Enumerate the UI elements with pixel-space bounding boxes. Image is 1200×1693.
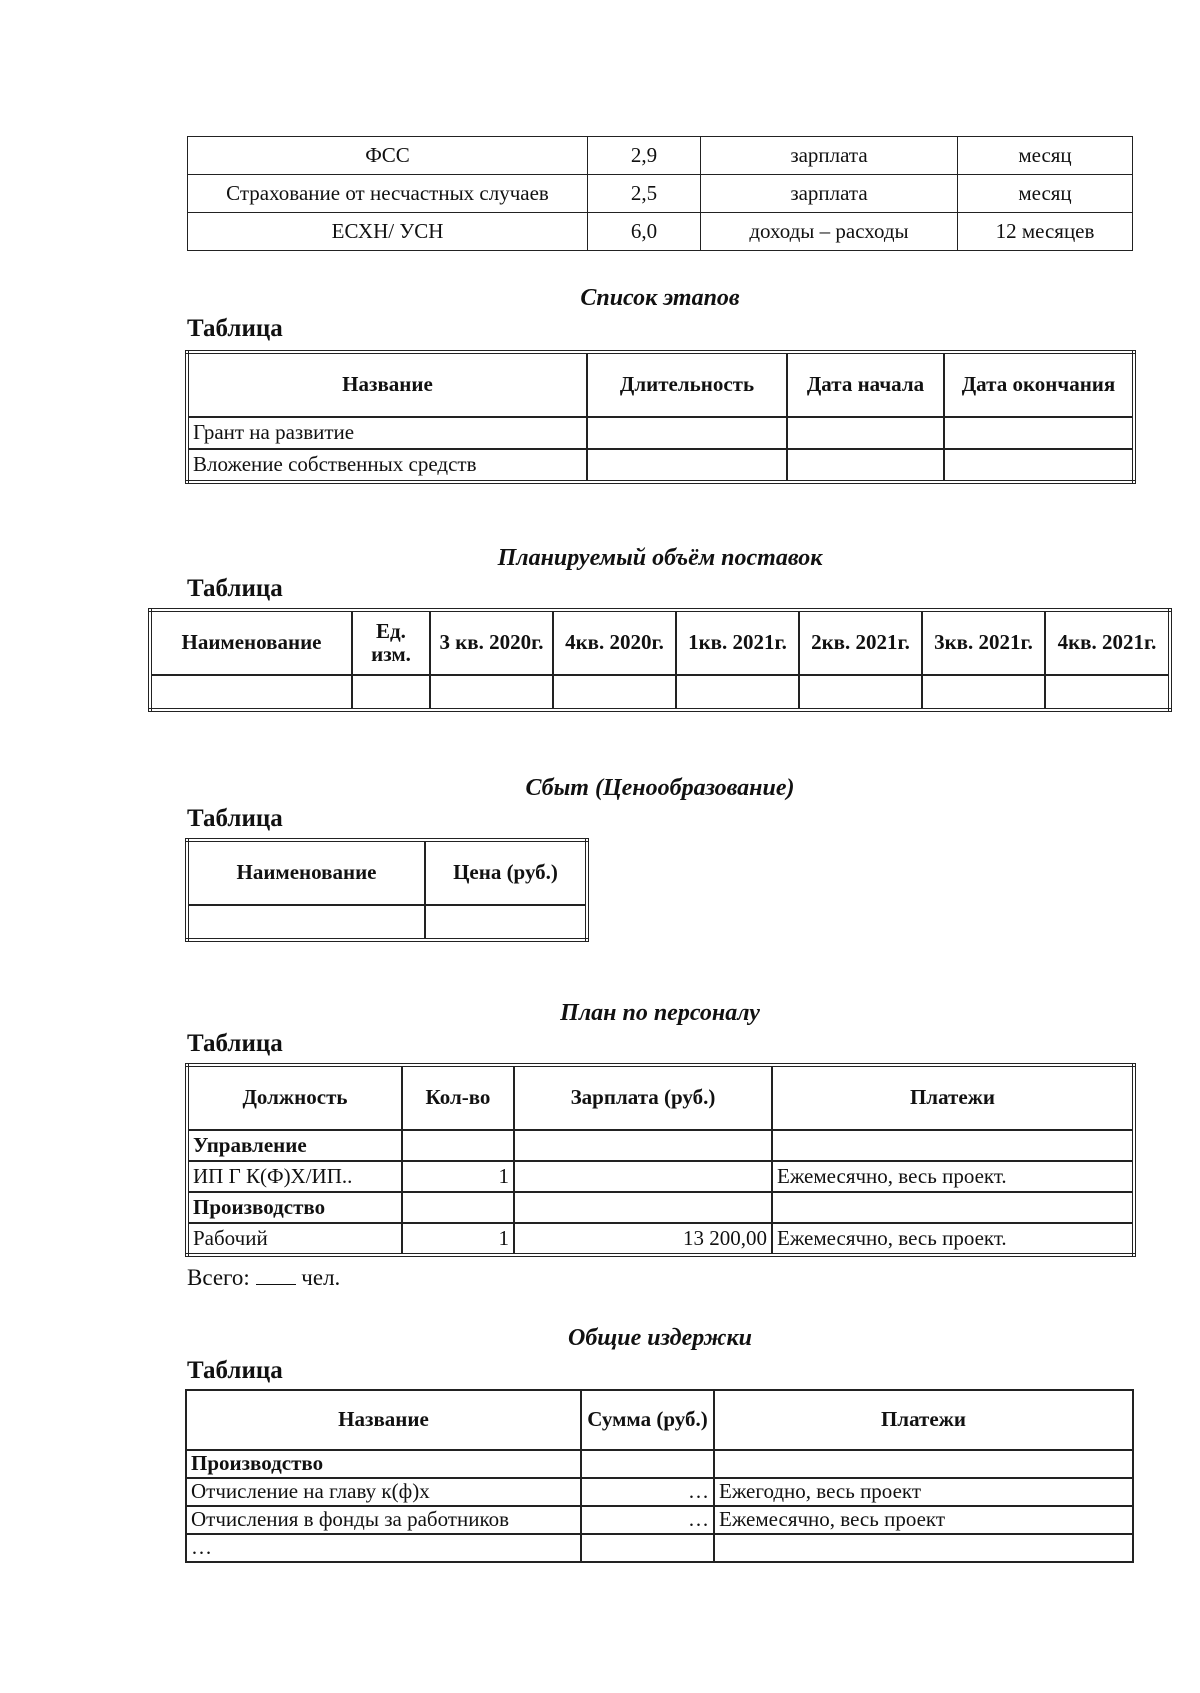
header-item: Наименование — [150, 610, 352, 675]
tax-base: зарплата — [701, 137, 958, 175]
tax-period: месяц — [958, 137, 1133, 175]
header-q4-2020: 4кв. 2020г. — [553, 610, 676, 675]
staff-count: 1 — [402, 1161, 514, 1192]
staff-table — [185, 1063, 1136, 1257]
header-q2-2021: 2кв. 2021г. — [799, 610, 922, 675]
staff-position: Производство — [187, 1192, 402, 1223]
table-header-row — [150, 610, 1170, 675]
table-header-row — [187, 1065, 1134, 1130]
tax-name: ЕСХН/ УСН — [188, 213, 588, 251]
table-row — [150, 675, 1170, 710]
cost-name: Отчисление на главу к(ф)х — [186, 1478, 581, 1506]
stages-table-label: Таблица — [187, 315, 283, 342]
cost-name: … — [186, 1534, 581, 1562]
cost-sum: … — [581, 1478, 714, 1506]
header-q4-2021: 4кв. 2021г. — [1045, 610, 1170, 675]
stage-name: Вложение собственных средств — [187, 449, 587, 482]
cost-payments — [714, 1534, 1133, 1562]
header-price: Цена (руб.) — [425, 840, 587, 905]
stage-duration — [587, 449, 787, 482]
header-name: Название — [187, 352, 587, 417]
sales-title: Сбыт (Ценообразование) — [525, 775, 795, 801]
supply-table-label: Таблица — [187, 575, 283, 602]
table-row — [188, 137, 1133, 175]
cell — [922, 675, 1045, 710]
header-start-date: Дата начала — [787, 352, 944, 417]
header-name: Название — [186, 1390, 581, 1450]
staff-salary: 13 200,00 — [514, 1223, 772, 1255]
costs-table-label: Таблица — [187, 1357, 283, 1384]
staff-payments: Ежемесячно, весь проект. — [772, 1223, 1134, 1255]
staff-total-blank — [256, 1266, 296, 1285]
stage-name: Грант на развитие — [187, 417, 587, 449]
sales-table — [185, 838, 589, 942]
cost-payments — [714, 1450, 1133, 1478]
table-row — [188, 213, 1133, 251]
cell — [1045, 675, 1170, 710]
header-end-date: Дата окончания — [944, 352, 1134, 417]
table-row — [187, 417, 1134, 449]
stage-start — [787, 449, 944, 482]
tax-name: ФСС — [188, 137, 588, 175]
tax-rate: 2,5 — [588, 175, 701, 213]
cost-payments: Ежемесячно, весь проект — [714, 1506, 1133, 1534]
staff-payments — [772, 1130, 1134, 1161]
table-row — [187, 449, 1134, 482]
staff-count — [402, 1130, 514, 1161]
cost-sum — [581, 1450, 714, 1478]
table-row — [187, 1130, 1134, 1161]
cell — [187, 905, 425, 940]
table-row — [186, 1450, 1133, 1478]
cell — [676, 675, 799, 710]
table-row — [187, 1161, 1134, 1192]
supply-title: Планируемый объём поставок — [497, 545, 823, 571]
cell — [430, 675, 553, 710]
header-sum: Сумма (руб.) — [581, 1390, 714, 1450]
staff-position: Рабочий — [187, 1223, 402, 1255]
taxes-table — [187, 136, 1133, 251]
tax-base: доходы – расходы — [701, 213, 958, 251]
tax-base: зарплата — [701, 175, 958, 213]
stages-table — [185, 350, 1136, 484]
costs-title: Общие издержки — [567, 1325, 753, 1351]
staff-table-label: Таблица — [187, 1030, 283, 1057]
staff-salary — [514, 1130, 772, 1161]
header-count: Кол-во — [402, 1065, 514, 1130]
tax-period: месяц — [958, 175, 1133, 213]
tax-rate: 2,9 — [588, 137, 701, 175]
table-row — [187, 1223, 1134, 1255]
header-q1-2021: 1кв. 2021г. — [676, 610, 799, 675]
header-position: Должность — [187, 1065, 402, 1130]
cost-name: Производство — [186, 1450, 581, 1478]
tax-period: 12 месяцев — [958, 213, 1133, 251]
costs-table — [185, 1389, 1134, 1563]
staff-position: Управление — [187, 1130, 402, 1161]
cost-name: Отчисления в фонды за работников — [186, 1506, 581, 1534]
tax-rate: 6,0 — [588, 213, 701, 251]
sales-table-label: Таблица — [187, 805, 283, 832]
staff-salary — [514, 1192, 772, 1223]
table-header-row — [187, 840, 587, 905]
cell — [150, 675, 352, 710]
staff-total-prefix: Всего: — [187, 1265, 250, 1290]
header-duration: Длительность — [587, 352, 787, 417]
staff-payments — [772, 1192, 1134, 1223]
table-row — [186, 1478, 1133, 1506]
header-item: Наименование — [187, 840, 425, 905]
table-row — [188, 175, 1133, 213]
staff-payments: Ежемесячно, весь проект. — [772, 1161, 1134, 1192]
cost-sum — [581, 1534, 714, 1562]
table-row — [186, 1534, 1133, 1562]
staff-salary — [514, 1161, 772, 1192]
cell — [799, 675, 922, 710]
stage-start — [787, 417, 944, 449]
table-row — [186, 1506, 1133, 1534]
table-row — [187, 1192, 1134, 1223]
stage-duration — [587, 417, 787, 449]
cell — [553, 675, 676, 710]
cell — [352, 675, 430, 710]
table-row — [187, 905, 587, 940]
header-payments: Платежи — [772, 1065, 1134, 1130]
supply-table — [148, 608, 1172, 712]
cost-sum: … — [581, 1506, 714, 1534]
cost-payments: Ежегодно, весь проект — [714, 1478, 1133, 1506]
stage-end — [944, 449, 1134, 482]
staff-count: 1 — [402, 1223, 514, 1255]
staff-position: ИП Г К(Ф)Х/ИП.. — [187, 1161, 402, 1192]
table-header-row — [186, 1390, 1133, 1450]
staff-count — [402, 1192, 514, 1223]
cell — [425, 905, 587, 940]
header-salary: Зарплата (руб.) — [514, 1065, 772, 1130]
header-unit: Ед. изм. — [352, 610, 430, 675]
stage-end — [944, 417, 1134, 449]
table-header-row — [187, 352, 1134, 417]
staff-title: План по персоналу — [560, 1000, 760, 1026]
header-q3-2021: 3кв. 2021г. — [922, 610, 1045, 675]
header-payments: Платежи — [714, 1390, 1133, 1450]
stages-title: Список этапов — [580, 285, 740, 311]
header-q3-2020: 3 кв. 2020г. — [430, 610, 553, 675]
staff-total-suffix: чел. — [301, 1265, 341, 1290]
staff-total — [187, 1265, 340, 1291]
tax-name: Страхование от несчастных случаев — [188, 175, 588, 213]
